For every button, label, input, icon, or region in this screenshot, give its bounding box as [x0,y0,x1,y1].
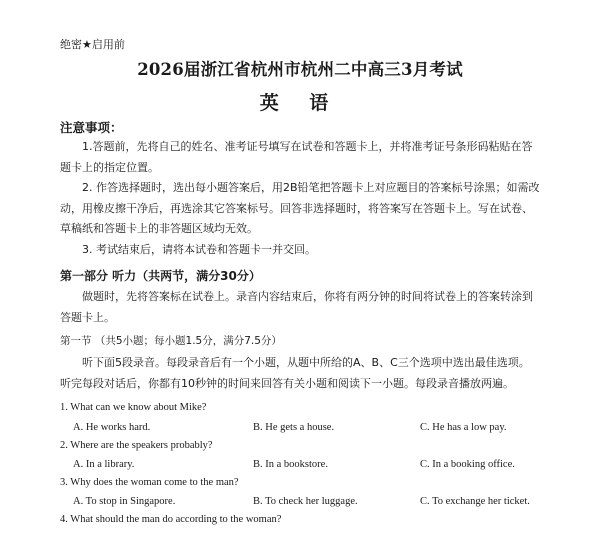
note-item-3: 3. 考试结束后，请将本试卷和答题卡一并交回。 [82,243,316,256]
question-1-option-a: A. He works hard. [73,422,151,433]
question-1-option-b: B. He gets a house. [253,422,335,433]
question-2: 2. Where are the speakers probably? [60,440,213,451]
question-1-option-c: C. He has a low pay. [420,422,507,433]
question-3-option-b: B. To check her luggage. [253,496,358,507]
note-item-2: 2. 作答选择题时，选出每小题答案后，用2B铅笔把答题卡上对应题目的答案标号涂黑；如需改动，用橡皮擦干净后，再选涂其它答案标号。回答非选择题时，将答案写在答题卡上。写在试卷、草稿纸和答题卡上的非答题区域均无效。 [60,181,540,235]
exam-title: 2026届浙江省杭州市杭州二中高三3月考试 [137,60,463,79]
notes-heading: 注意事项： [60,120,123,135]
part1-instruction: 做题时，先将答案标在试卷上。录音内容结束后，你将有两分钟的时间将试卷上的答案转涂到答题卡上。 [60,290,533,324]
question-2-option-c: C. In a booking office. [420,459,515,470]
confidential-label: 绝密★启用前 [60,38,125,51]
question-3-option-c: C. To exchange her ticket. [420,496,530,507]
section1-heading: 第一节 （共5小题；每小题1.5分，满分7.5分） [60,335,282,347]
question-3: 3. Why does the woman come to the man? [60,477,239,488]
question-1: 1. What can we know about Mike? [60,402,207,413]
subject-title: 英 语 [259,92,341,114]
question-2-option-a: A. In a library. [73,459,135,470]
question-2-option-b: B. In a bookstore. [253,459,328,470]
part1-heading: 第一部分 听力（共两节，满分30分） [60,269,261,283]
question-3-option-a: A. To stop in Singapore. [73,496,176,507]
section1-instruction: 听下面5段录音。每段录音后有一个小题，从题中所给的A、B、C三个选项中选出最佳选项。听完每段对话后，你都有10秒钟的时间来回答有关小题和阅读下一小题。每段录音播放两遍。 [60,356,530,390]
question-4: 4. What should the man do according to the woman? [60,514,282,525]
note-item-1: 1.答题前，先将自己的姓名、准考证号填写在试卷和答题卡上，并将准考证号条形码粘贴在答题卡上的指定位置。 [60,140,533,174]
